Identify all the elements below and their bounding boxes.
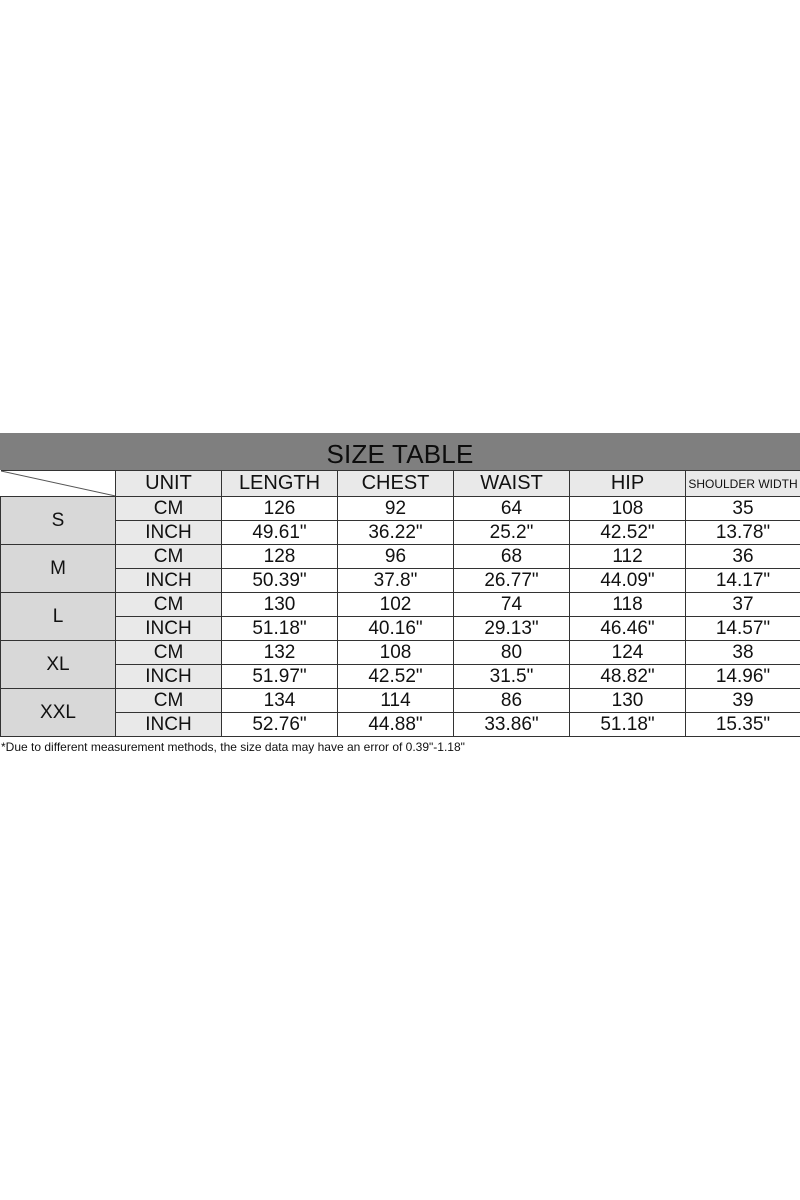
value-cell: 132 <box>222 641 338 665</box>
header-length: LENGTH <box>222 471 338 497</box>
value-cell: 108 <box>338 641 454 665</box>
value-cell: 37 <box>686 593 800 617</box>
value-cell: 114 <box>338 689 454 713</box>
size-label: XL <box>1 641 116 689</box>
table-row <box>1 593 800 617</box>
size-label: XXL <box>1 689 116 737</box>
header-waist: WAIST <box>454 471 570 497</box>
value-cell: 74 <box>454 593 570 617</box>
value-cell: 118 <box>570 593 686 617</box>
table-row <box>1 641 800 665</box>
value-cell: 49.61" <box>222 521 338 545</box>
unit-cell: CM <box>116 497 222 521</box>
value-cell: 42.52" <box>570 521 686 545</box>
value-cell: 64 <box>454 497 570 521</box>
table-row <box>1 713 800 737</box>
value-cell: 26.77" <box>454 569 570 593</box>
value-cell: 48.82" <box>570 665 686 689</box>
value-cell: 108 <box>570 497 686 521</box>
value-cell: 124 <box>570 641 686 665</box>
value-cell: 102 <box>338 593 454 617</box>
value-cell: 126 <box>222 497 338 521</box>
value-cell: 128 <box>222 545 338 569</box>
value-cell: 44.09" <box>570 569 686 593</box>
size-label: M <box>1 545 116 593</box>
value-cell: 35 <box>686 497 800 521</box>
value-cell: 130 <box>570 689 686 713</box>
value-cell: 96 <box>338 545 454 569</box>
value-cell: 112 <box>570 545 686 569</box>
table-row <box>1 545 800 569</box>
unit-cell: CM <box>116 593 222 617</box>
value-cell: 92 <box>338 497 454 521</box>
unit-cell: INCH <box>116 521 222 545</box>
unit-cell: INCH <box>116 713 222 737</box>
value-cell: 68 <box>454 545 570 569</box>
header-shoulder-width: SHOULDER WIDTH <box>686 471 800 497</box>
value-cell: 38 <box>686 641 800 665</box>
unit-cell: INCH <box>116 665 222 689</box>
value-cell: 31.5" <box>454 665 570 689</box>
value-cell: 29.13" <box>454 617 570 641</box>
size-table-block <box>0 433 800 754</box>
diagonal-divider <box>1 471 116 496</box>
value-cell: 130 <box>222 593 338 617</box>
footnote: *Due to different measurement methods, the size data may have an error of 0.39"-1.18" <box>1 740 465 754</box>
size-label: S <box>1 497 116 545</box>
value-cell: 25.2" <box>454 521 570 545</box>
size-table <box>0 470 800 737</box>
value-cell: 51.97" <box>222 665 338 689</box>
value-cell: 86 <box>454 689 570 713</box>
value-cell: 37.8" <box>338 569 454 593</box>
value-cell: 15.35" <box>686 713 800 737</box>
value-cell: 13.78" <box>686 521 800 545</box>
unit-cell: CM <box>116 545 222 569</box>
value-cell: 51.18" <box>222 617 338 641</box>
value-cell: 33.86" <box>454 713 570 737</box>
value-cell: 14.57" <box>686 617 800 641</box>
value-cell: 36 <box>686 545 800 569</box>
unit-cell: CM <box>116 689 222 713</box>
unit-cell: INCH <box>116 617 222 641</box>
table-title: SIZE TABLE <box>0 433 800 470</box>
value-cell: 14.96" <box>686 665 800 689</box>
value-cell: 39 <box>686 689 800 713</box>
value-cell: 36.22" <box>338 521 454 545</box>
table-row <box>1 521 800 545</box>
value-cell: 14.17" <box>686 569 800 593</box>
value-cell: 46.46" <box>570 617 686 641</box>
value-cell: 50.39" <box>222 569 338 593</box>
value-cell: 40.16" <box>338 617 454 641</box>
table-row <box>1 665 800 689</box>
header-chest: CHEST <box>338 471 454 497</box>
value-cell: 80 <box>454 641 570 665</box>
value-cell: 42.52" <box>338 665 454 689</box>
value-cell: 51.18" <box>570 713 686 737</box>
header-unit: UNIT <box>116 471 222 497</box>
value-cell: 52.76" <box>222 713 338 737</box>
table-row <box>1 497 800 521</box>
table-row <box>1 689 800 713</box>
value-cell: 44.88" <box>338 713 454 737</box>
table-row <box>1 569 800 593</box>
header-row <box>1 471 800 497</box>
unit-cell: CM <box>116 641 222 665</box>
table-row <box>1 617 800 641</box>
unit-cell: INCH <box>116 569 222 593</box>
header-hip: HIP <box>570 471 686 497</box>
size-label: L <box>1 593 116 641</box>
corner-cell <box>1 471 116 497</box>
value-cell: 134 <box>222 689 338 713</box>
